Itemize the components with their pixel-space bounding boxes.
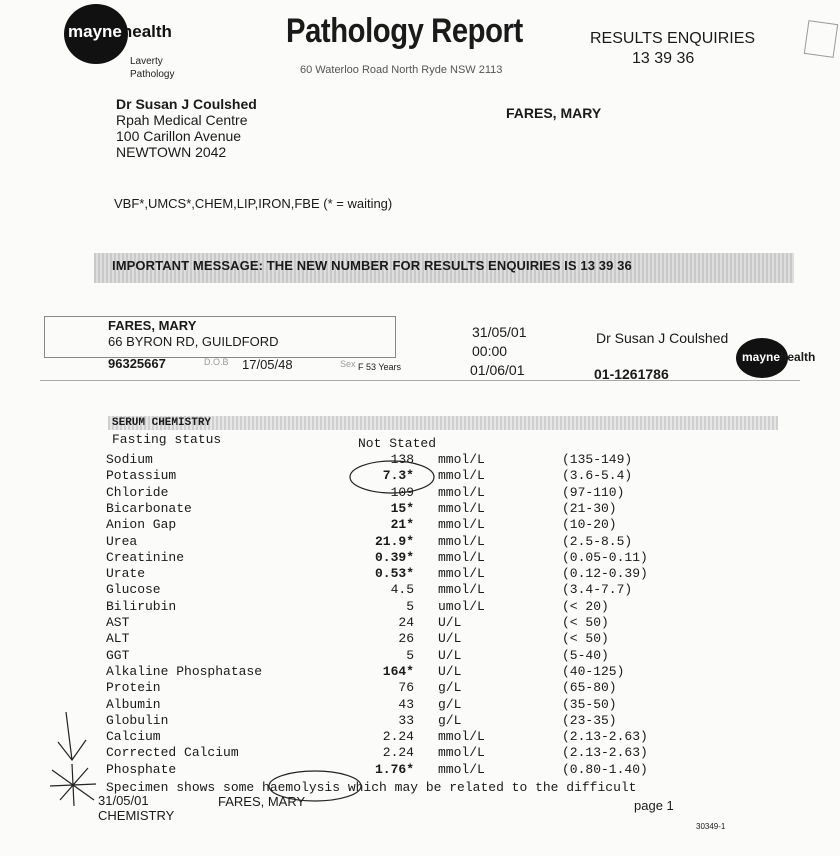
test-value: 21* [390, 517, 414, 533]
reference-range: (0.80-1.40) [562, 761, 648, 777]
test-unit: mmol/L [438, 566, 485, 582]
test-unit: mmol/L [438, 484, 485, 500]
patient-name: FARES, MARY [108, 318, 197, 333]
footer-page: page 1 [634, 798, 674, 813]
test-unit: mmol/L [438, 761, 485, 777]
table-row [0, 680, 840, 696]
test-name: Albumin [106, 696, 161, 712]
test-value: 5 [406, 647, 414, 663]
test-name: Phosphate [106, 761, 177, 777]
reference-range: (3.4-7.7) [562, 582, 633, 598]
footer-date: 31/05/01 [98, 793, 149, 808]
test-value: 43 [398, 696, 414, 712]
test-unit: mmol/L [438, 500, 485, 516]
test-unit: mmol/L [438, 729, 485, 745]
doctor-address-line: 100 Carillon Avenue [116, 128, 242, 144]
test-value: 76 [398, 680, 414, 696]
logo-sub-laverty: Laverty [130, 56, 163, 67]
table-row [0, 550, 840, 566]
table-row [0, 517, 840, 533]
test-unit: g/L [438, 680, 462, 696]
table-row [0, 468, 840, 484]
patient-dob: 17/05/48 [242, 357, 293, 372]
test-unit: mmol/L [438, 745, 485, 761]
table-row [0, 566, 840, 582]
logo-small-word-health: health [780, 350, 816, 364]
doctor-address-line: Rpah Medical Centre [116, 112, 248, 128]
table-row [0, 729, 840, 745]
test-name: Corrected Calcium [106, 745, 239, 761]
test-unit: U/L [438, 615, 462, 630]
specimen-comment: Specimen shows some haemolysis which may be related to the difficult [106, 780, 637, 795]
reference-range: (65-80) [562, 680, 617, 696]
reference-range: (0.05-0.11) [562, 549, 648, 565]
test-value: 2.24 [382, 745, 414, 761]
test-value: 24 [398, 615, 414, 630]
doctor-address-line: NEWTOWN 2042 [116, 144, 227, 160]
test-value: 138 [390, 452, 414, 467]
test-name: ALT [106, 631, 130, 647]
logo-word-health: health [121, 22, 172, 41]
test-unit: mmol/L [438, 517, 485, 533]
test-value: 2.24 [382, 729, 414, 745]
table-row [0, 648, 840, 664]
reference-range: (2.13-2.63) [562, 729, 648, 745]
test-name: Alkaline Phosphatase [106, 663, 263, 679]
reference-range: (< 50) [562, 615, 609, 630]
reference-range: (35-50) [562, 696, 617, 712]
patient-name-top: FARES, MARY [506, 105, 602, 121]
table-row [0, 631, 840, 647]
dob-label: D.O.B [204, 357, 229, 367]
divider [40, 380, 800, 381]
test-name: Calcium [106, 729, 161, 745]
test-value: 1.76* [374, 761, 414, 777]
table-row [0, 664, 840, 680]
test-name: Glucose [106, 582, 161, 598]
table-row [0, 762, 840, 778]
patient-address: 66 BYRON RD, GUILDFORD [108, 334, 279, 349]
logo-word-mayne: mayne [68, 22, 122, 41]
corner-stamp-icon [804, 20, 838, 58]
test-unit: mmol/L [438, 452, 485, 467]
test-value: 0.39* [374, 549, 414, 565]
logo-small-wordmark [742, 350, 815, 364]
test-name: AST [106, 615, 130, 630]
table-row [0, 485, 840, 501]
reference-range: (0.12-0.39) [562, 566, 648, 582]
report-date: 01/06/01 [470, 362, 525, 378]
doctor-name: Dr Susan J Coulshed [116, 96, 257, 112]
table-row [0, 599, 840, 615]
table-row [0, 615, 840, 631]
logo-subtitle [130, 55, 174, 81]
chemistry-heading: SERUM CHEMISTRY [112, 417, 212, 429]
reference-range: (21-30) [562, 500, 617, 516]
test-name: Potassium [106, 468, 177, 484]
test-name: Anion Gap [106, 517, 177, 533]
table-row [0, 713, 840, 729]
test-value: 0.53* [374, 566, 414, 582]
patient-id: 96325667 [108, 356, 166, 371]
test-unit: mmol/L [438, 549, 485, 565]
footer-patient-name: FARES, MARY [218, 794, 306, 809]
test-name: Urate [106, 566, 146, 582]
test-name: Chloride [106, 484, 169, 500]
patient-sex-age: F 53 Years [358, 362, 402, 372]
tests-requested: VBF*,UMCS*,CHEM,LIP,IRON,FBE (* = waiting) [114, 196, 393, 211]
logo-sub-pathology: Pathology [130, 69, 175, 80]
reference-range: (< 50) [562, 631, 609, 647]
lab-number: 01-1261786 [594, 366, 669, 382]
test-name: Protein [106, 680, 161, 696]
test-unit: U/L [438, 647, 462, 663]
footer-code: 30349-1 [696, 822, 726, 831]
table-row [0, 745, 840, 761]
test-unit: U/L [438, 631, 462, 647]
logo-wordmark [68, 22, 172, 42]
test-unit: mmol/L [438, 533, 485, 549]
reference-range: (40-125) [562, 663, 625, 679]
fasting-label: Fasting status [112, 432, 222, 447]
reference-range: (23-35) [562, 712, 617, 728]
reference-range: (97-110) [562, 484, 625, 500]
doctor-address-block [116, 96, 257, 160]
test-value: 15* [390, 500, 414, 516]
test-value: 109 [390, 484, 414, 500]
test-value: 7.3* [382, 468, 414, 484]
reference-range: (3.6-5.4) [562, 468, 633, 484]
test-unit: umol/L [438, 598, 485, 614]
fasting-value: Not Stated [358, 436, 437, 451]
reference-range: (10-20) [562, 517, 617, 533]
test-unit: g/L [438, 696, 462, 712]
test-name: Sodium [106, 452, 153, 467]
test-value: 4.5 [390, 582, 414, 598]
logo-small-word-mayne: mayne [742, 350, 781, 364]
test-name: Globulin [106, 712, 169, 728]
test-name: Bilirubin [106, 598, 177, 614]
test-value: 21.9* [374, 533, 414, 549]
results-enquiries-number: 13 39 36 [632, 50, 695, 67]
referring-doctor: Dr Susan J Coulshed [596, 330, 729, 346]
reference-range: (135-149) [562, 452, 633, 467]
test-value: 33 [398, 712, 414, 728]
table-row [0, 582, 840, 598]
table-row [0, 534, 840, 550]
report-title: Pathology Report [286, 12, 523, 50]
test-unit: U/L [438, 663, 462, 679]
table-row [0, 501, 840, 517]
reference-range: (< 20) [562, 598, 609, 614]
collection-time: 00:00 [472, 343, 508, 359]
test-value: 26 [398, 631, 414, 647]
test-name: Creatinine [106, 549, 185, 565]
test-unit: mmol/L [438, 582, 485, 598]
table-row [0, 697, 840, 713]
test-name: GGT [106, 647, 130, 663]
test-name: Urea [106, 533, 138, 549]
test-unit: mmol/L [438, 468, 485, 484]
test-name: Bicarbonate [106, 500, 192, 516]
reference-range: (2.5-8.5) [562, 533, 633, 549]
test-value: 164* [382, 663, 414, 679]
results-enquiries-label: RESULTS ENQUIRIES [590, 30, 756, 47]
table-row [0, 452, 840, 468]
reference-range: (2.13-2.63) [562, 745, 648, 761]
sex-label: Sex [340, 359, 356, 369]
reference-range: (5-40) [562, 647, 609, 663]
lab-address: 60 Waterloo Road North Ryde NSW 2113 [300, 64, 503, 76]
test-unit: g/L [438, 712, 462, 728]
important-message: IMPORTANT MESSAGE: THE NEW NUMBER FOR RESULTS ENQUIRIES IS 13 39 36 [112, 258, 632, 273]
collection-date: 31/05/01 [472, 324, 527, 340]
footer-department: CHEMISTRY [98, 808, 175, 823]
test-value: 5 [406, 598, 414, 614]
